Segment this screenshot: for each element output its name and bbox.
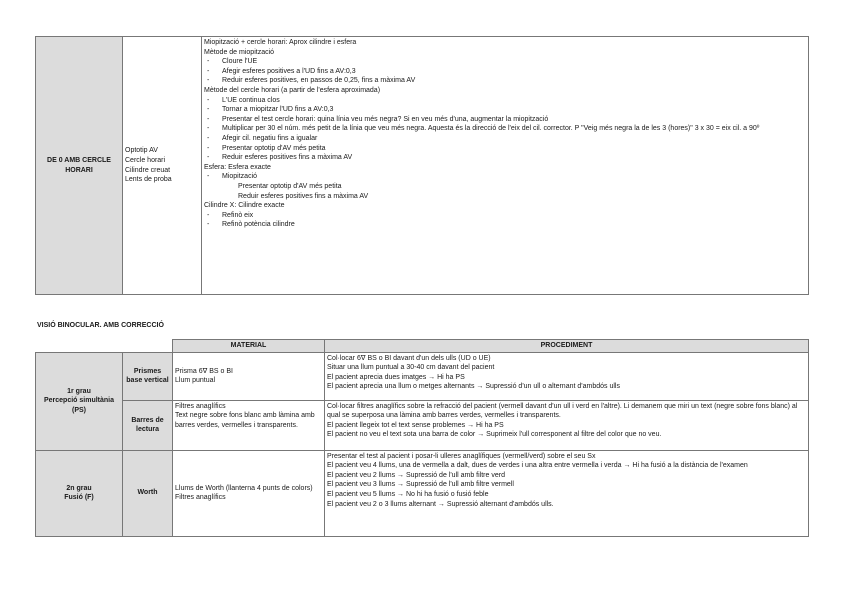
material-item: Cilindre creuat [125, 166, 171, 174]
proc-bullet: - Multiplicar per 30 el núm. més petit de la línia que veu més negra. Aquesta és la direcció de l'eix del cil. corrector. P "Veig més negra la de les 3 (hores)" 3 x 30 = eix cil. a 90º [204, 124, 806, 134]
proc-bullet: - Refinò potència cilindre [204, 220, 806, 230]
proc-heading: Miopització + cercle horari: Aprox cilindre i esfera [204, 39, 357, 46]
proc-line: El pacient aprecia una llum o metges alternants → Supressió d'un ull o alternant d'ambdós ulls [327, 383, 620, 391]
section-title: VISIÓ BINOCULAR. AMB CORRECCIÓ [37, 322, 164, 329]
empty-header [36, 340, 123, 353]
proc-line: Col·locar 6∇ BS o BI davant d'un dels ulls (UD o UE) [327, 354, 491, 362]
worth-material: Llums de Worth (llanterna 4 punts de colors) Filtres anaglífics [173, 450, 325, 536]
worth-label: Worth [123, 450, 173, 536]
prismes-label: Prismes base vertical [123, 352, 173, 400]
material-cell [123, 37, 202, 295]
proc-bullet: - Afegir esferes positives a l'UD fins a AV:0,3 [204, 67, 806, 77]
proc-bullet: - Miopització [204, 172, 806, 182]
procedure-cell [202, 37, 809, 295]
proc-line: El pacient veu 2 llums → Supressió de l'ull amb filtre verd [327, 471, 505, 479]
refraction-table [35, 36, 809, 295]
proc-bullet: - Tornar a miopitzar l'UD fins a AV:0,3 [204, 105, 806, 115]
header-material: MATERIAL [173, 340, 325, 353]
proc-bullet: - Presentar el test cercle horari: quina línia veu més negra? Si en veu més d'una, augmentar la miopització [204, 115, 806, 125]
material-item: Lents de proba [125, 176, 172, 184]
barres-procedure [325, 400, 809, 450]
binocular-table [35, 339, 809, 537]
material-item: Cercle horari [125, 156, 166, 164]
barres-material: Filtres anaglífics Text negre sobre fons blanc amb làmina amb barres verdes, vermelles i transparents. [173, 400, 325, 450]
proc-line: El pacient no veu el text sota una barra de color → Suprimeix l'ull corresponent al filtre del color que no veu. [327, 431, 662, 439]
proc-line: El pacient llegeix tot el text sense problemes → Hi ha PS [327, 421, 504, 429]
proc-heading: Mètode del cercle horari (a partir de l'esfera aproximada) [204, 86, 381, 94]
prismes-procedure [325, 352, 809, 400]
proc-heading: Esfera: Esfera exacte [204, 163, 271, 171]
proc-bullet: - Cloure l'UE [204, 57, 806, 67]
proc-bullet: - Presentar optotip d'AV més petita [204, 144, 806, 154]
proc-indent: Reduir esferes positives fins a màxima AV [238, 192, 369, 200]
proc-bullet: - Afegir cil. negatiu fins a igualar [204, 134, 806, 144]
proc-bullet: - Reduir esferes positives fins a màxima AV [204, 153, 806, 163]
row-label-cercle-horari: DE 0 AMB CERCLE HORARI [36, 37, 123, 295]
empty-header [123, 340, 173, 353]
proc-line: Situar una llum puntual a 30-40 cm davant del pacient [327, 364, 495, 372]
proc-line: El pacient veu 3 llums → Supressió de l'ull amb filtre vermell [327, 481, 514, 489]
proc-bullet: - L'UE continua clos [204, 96, 806, 106]
header-procediment: PROCEDIMENT [325, 340, 809, 353]
grau2-label: 2n grau Fusió (F) [36, 450, 123, 536]
proc-line: El pacient veu 4 llums, una de vermella a dalt, dues de verdes i una altra entre vermella i verda → Hi ha fusió a la distància de l'examen [327, 462, 748, 470]
barres-label: Barres de lectura [123, 400, 173, 450]
proc-line: El pacient aprecia dues imatges → Hi ha PS [327, 373, 465, 381]
proc-bullet: - Refinò eix [204, 211, 806, 221]
proc-line: El pacient veu 5 llums → No hi ha fusió o fusió feble [327, 490, 489, 498]
proc-indent: Presentar optotip d'AV més petita [238, 182, 342, 190]
proc-line: Col·locar filtres anaglífics sobre la refracció del pacient (vermell davant d'un ull i verd en l'altre). Li demanem que miri un text (negre sobre fons blanc) al qual se superposa una làmina amb barres verdes, vermelles i transparents. [327, 402, 798, 420]
proc-heading: Mètode de miopització [204, 48, 275, 56]
worth-procedure [325, 450, 809, 536]
proc-heading: Cilindre X: Cilindre exacte [204, 202, 285, 210]
prismes-material: Prisma 6∇ BS o BI Llum puntual [173, 352, 325, 400]
proc-line: El pacient veu 2 o 3 llums alternant → Supressió alternant d'ambdós ulls. [327, 500, 554, 508]
proc-line: Presentar el test al pacient i posar-li ulleres anaglífiques (vermell/verd) sobre el seu Sx [327, 452, 596, 460]
grau1-label: 1r grau Percepció simultània (PS) [36, 352, 123, 450]
proc-bullet: - Reduir esferes positives, en passos de 0,25, fins a màxima AV [204, 76, 806, 86]
material-item: Optotip AV [125, 147, 158, 155]
